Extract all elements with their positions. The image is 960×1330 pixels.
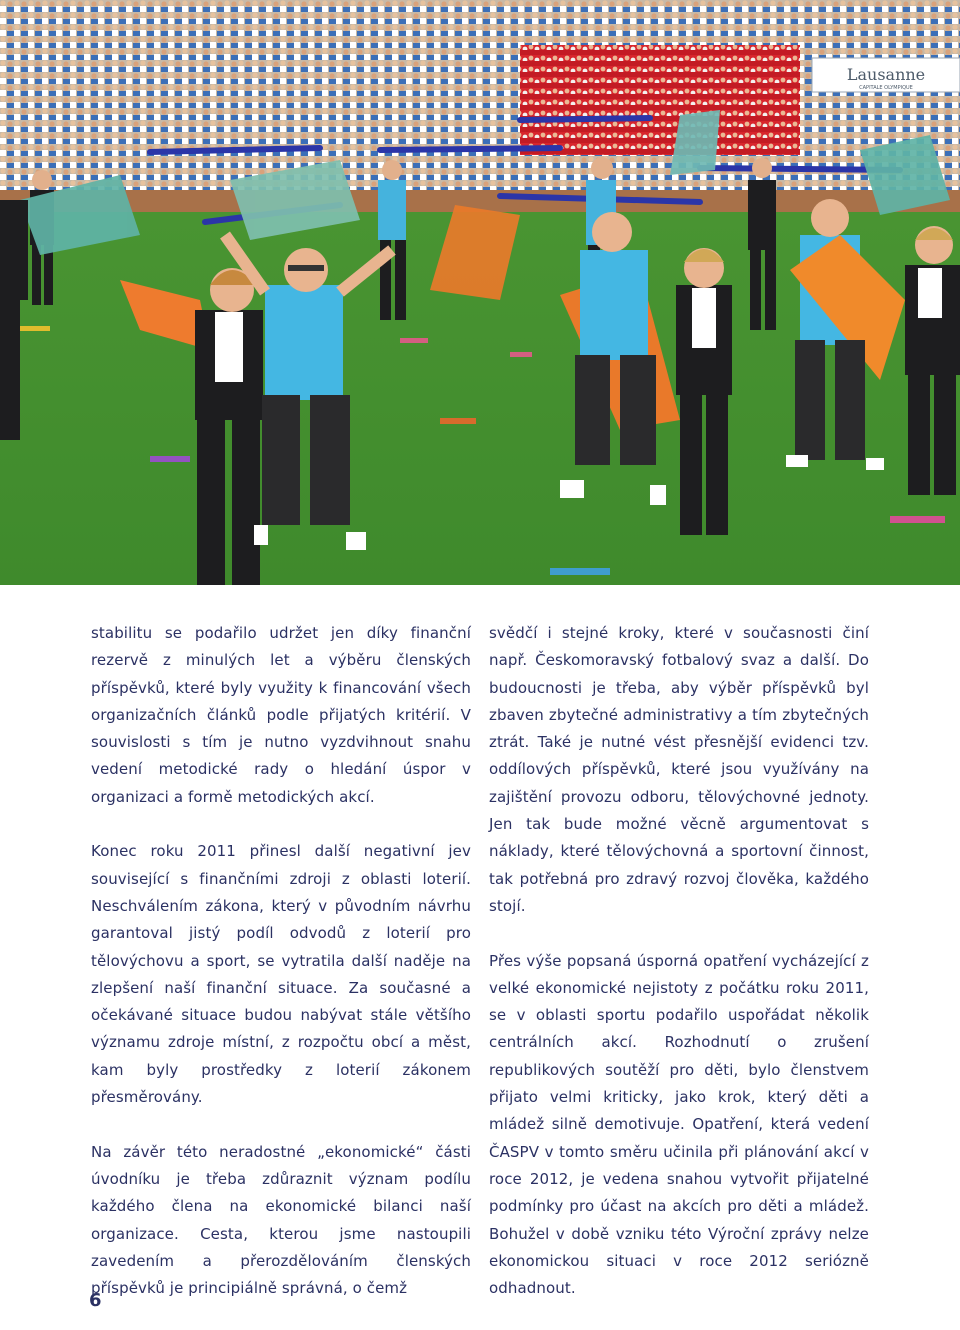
right-text-column (489, 620, 869, 1330)
lausanne-sign: Lausanne (846, 65, 926, 84)
lausanne-sign-subtext: CAPITALE OLYMPIQUE (859, 85, 913, 91)
paragraph: Přes výše popsaná úsporná opatření vycházející z velké ekonomické nejistoty z počátku roku 2011, se v oblasti sportu podařilo uspořádat několik centrálních akcí. Rozhodnutí o zrušení republikových soutěží pro děti, bylo členstvem přijato velmi kriticky, jako krok, který děti a mládež silně demotivuje. Opatření, která vedení ČASPV v tomto směru učinila při plánování akcí v roce 2012, je vedena snahou vytvořit přijatelné podmínky pro účast na akcích pro děti a mládež. Bohužel v době vzniku této Výroční zprávy nelze ekonomickou situaci v roce 2012 seriózně odhadnout. (489, 951, 869, 1298)
paragraph: stabilitu se podařilo udržet jen díky finanční rezervě z minulých let a výběru členských příspěvků, které byly využity k financování všech organizačních článků podle přijatých kritérií. V souvislosti s tím je nutno vyzdvihnout snahu vedení metodické rady o hledání úspor v organizaci a formě metodických akcí. (91, 624, 471, 806)
page-number: 6 (89, 1290, 102, 1311)
left-text-column (91, 620, 471, 1330)
paragraph: Konec roku 2011 přinesl další negativní jev související s finančními zdroji z oblasti loterií. Neschválením zákona, který v původním návrhu garantoval jistý podíl odvodů z loterií pro tělovýchovu a sport, se vytratila další naděje na zlepšení naší finanční situace. Za současné a očekávané situace budou nabývat stále většího významu zdroje místní, z rozpočtu obcí a měst, kam byly prostředky z loterií zákonem přesměrovány. (91, 842, 471, 1107)
paragraph: Na závěr této neradostné „ekonomické“ části úvodníku je třeba zdůraznit význam podílu každého člena na ekonomické bilanci naší organizace. Cesta, kterou jsme nastoupili zavedením a přerozdělováním členských příspěvků je principiálně správná, o čemž (91, 1142, 471, 1298)
stadium-photo (0, 0, 960, 585)
paragraph: svědčí i stejné kroky, které v současnosti činí např. Českomoravský fotbalový svaz a další. Do budoucnosti je třeba, aby výběr příspěvků byl zbaven zbytečné administrativy a tím zbytečných ztrát. Také je nutné vést přesnější evidenci tzv. oddílových příspěvků, které jsou využívány na zajištění provozu odboru, tělovýchovné jednoty. Jen tak bude možné věcně argumentovat s náklady, které tělovýchovná a sportovní činnost, tak potřebná pro zdravý rozvoj člověka, každého stojí. (489, 624, 869, 915)
